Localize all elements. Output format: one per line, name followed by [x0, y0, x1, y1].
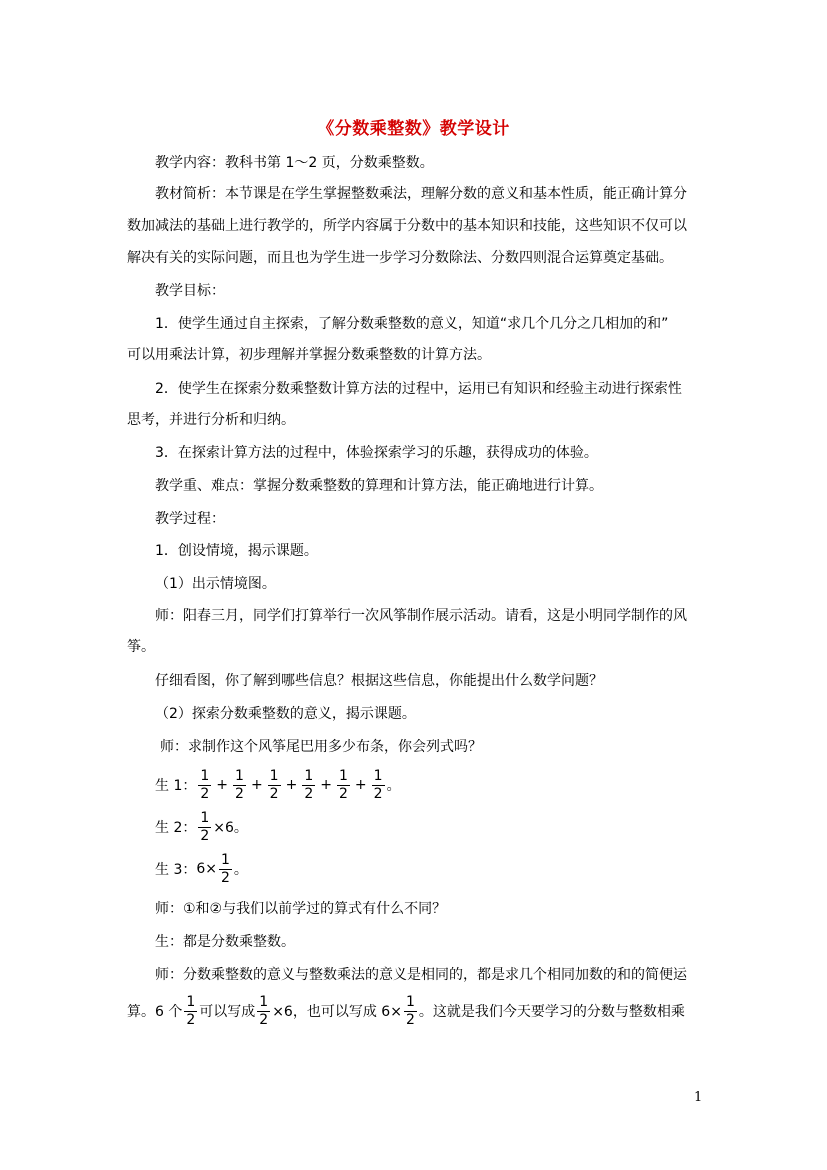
teacher-line-3: 师：①和②与我们以前学过的算式有什么不同？ — [155, 901, 447, 917]
page-number: 1 — [694, 1090, 703, 1105]
teacher-line-4: 师：分数乘整数的意义与整数乘法的意义是相同的，都是求几个相同加数的和的简便运 — [155, 967, 687, 983]
period: 。 — [233, 862, 248, 878]
last-line — [127, 990, 685, 1032]
goal-3: 3．在探索计算方法的过程中，体验探索学习的乐趣，获得成功的体验。 — [155, 445, 598, 461]
student-1-row — [155, 764, 401, 806]
last-text-3: ×6，也可以写成 6× — [272, 1004, 402, 1020]
key-points: 教学重、难点：掌握分数乘整数的算理和计算方法，能正确地进行计算。 — [155, 478, 603, 494]
fraction-3: $\frac{1}{2}$ — [269, 767, 279, 802]
step-1-2: （2）探索分数乘整数的意义，揭示课题。 — [155, 706, 416, 722]
plus-sign: + — [250, 777, 263, 793]
fraction-2: $\frac{1}{2}$ — [235, 767, 244, 802]
six-times: 6× — [196, 861, 217, 877]
analysis-line-2: 数加减法的基础上进行教学的，所学内容属于分数中的基本知识和技能，这些知识不仅可以 — [127, 218, 687, 234]
student-1-label: 生 1： — [155, 778, 197, 794]
student-2-label: 生 2： — [155, 820, 197, 836]
step-1-1: （1）出示情境图。 — [155, 576, 276, 592]
fraction-1: $\frac{1}{2}$ — [200, 767, 210, 802]
student-3-row — [155, 848, 248, 890]
document-title: 《分数乘整数》教学设计 — [317, 119, 510, 139]
fraction-5: $\frac{1}{2}$ — [338, 767, 348, 802]
last-text-2: 可以写成 — [199, 1004, 256, 1020]
analysis-line-1: 教材简析：本节课是在学生掌握整数乘法，理解分数的意义和基本性质，能正确计算分 — [155, 186, 687, 202]
fraction-6: $\frac{1}{2}$ — [373, 767, 383, 802]
teacher-line-1: 师：阳春三月，同学们打算举行一次风筝制作展示活动。请看，这是小明同学制作的风 — [155, 608, 687, 624]
last-text-1: 算。6 个 — [127, 1004, 183, 1020]
period: 。 — [386, 778, 401, 794]
goal-2-line-2: 思考，并进行分析和归纳。 — [127, 412, 295, 428]
fraction-half: $\frac{1}{2}$ — [221, 851, 230, 886]
plus-sign: + — [320, 777, 332, 793]
student-line-4: 生：都是分数乘整数。 — [155, 934, 295, 950]
content-line: 教学内容：教科书第 1～2 页，分数乘整数。 — [155, 155, 434, 171]
analysis-line-3: 解决有关的实际问题，而且也为学生进一步学习分数除法、分数四则混合运算奠定基础。 — [127, 250, 673, 266]
plus-sign: + — [285, 777, 298, 793]
teacher-line-1-cont: 筝。 — [127, 639, 155, 655]
times-six: ×6。 — [213, 820, 248, 836]
process-heading: 教学过程： — [155, 511, 225, 527]
teacher-line-2: 师：求制作这个风筝尾巴用多少布条，你会列式吗？ — [160, 739, 482, 755]
goals-heading: 教学目标： — [155, 283, 225, 299]
goal-1-line-2: 可以用乘法计算，初步理解并掌握分数乘整数的计算方法。 — [127, 347, 491, 363]
fraction-half: $\frac{1}{2}$ — [200, 809, 210, 844]
question-line: 仔细看图，你了解到哪些信息？根据这些信息，你能提出什么数学问题？ — [155, 673, 603, 689]
plus-sign: + — [354, 777, 367, 793]
goal-1-line-1: 1．使学生通过自主探索，了解分数乘整数的意义，知道“求几个几分之几相加的和” — [155, 316, 669, 332]
fraction-half: $\frac{1}{2}$ — [259, 993, 269, 1028]
last-text-4: 。这就是我们今天要学习的分数与整数相乘 — [418, 1004, 685, 1020]
goal-2-line-1: 2．使学生在探索分数乘整数计算方法的过程中，运用已有知识和经验主动进行探索性 — [155, 381, 682, 397]
step-1: 1．创设情境，揭示课题。 — [155, 543, 318, 559]
student-3-label: 生 3： — [155, 862, 197, 878]
student-2-row — [155, 806, 248, 848]
fraction-half: $\frac{1}{2}$ — [186, 993, 196, 1028]
fraction-half: $\frac{1}{2}$ — [405, 993, 415, 1028]
plus-sign: + — [216, 777, 229, 793]
fraction-4: $\frac{1}{2}$ — [304, 767, 314, 802]
